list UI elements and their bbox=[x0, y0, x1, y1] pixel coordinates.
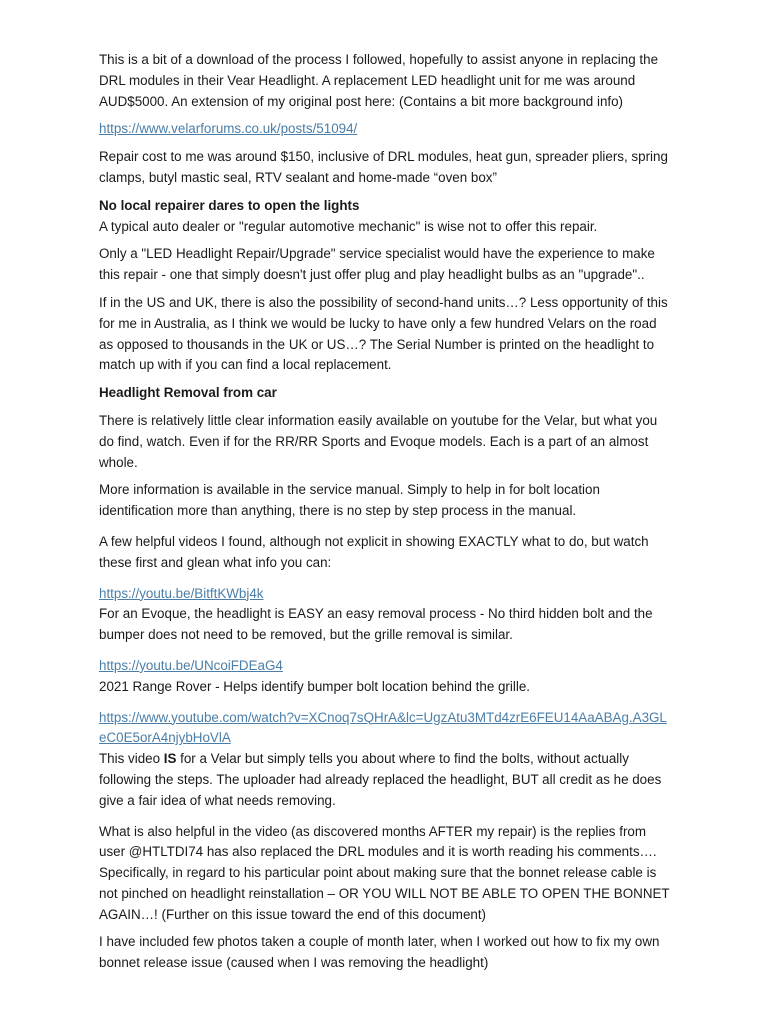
service-manual-paragraph: More information is available in the service manual. Simply to help in for bolt location identification more than anything, there is no step by step process in the manual. bbox=[99, 482, 600, 519]
video-link-line-1 bbox=[99, 584, 673, 605]
section-heading-no-local-repairer: No local repairer dares to open the lights bbox=[99, 197, 360, 213]
range-rover-video-link[interactable]: https://youtu.be/UNcoiFDEaG4 bbox=[99, 657, 283, 673]
document-body bbox=[99, 50, 673, 974]
youtube-info-paragraph: There is relatively little clear information easily available on youtube for the Velar, but what you do find, watch. Even if for the RR/RR Sports and Evoque models. Each is a part of an almost whole. bbox=[99, 412, 658, 470]
video-link-line-3 bbox=[99, 708, 673, 750]
repair-cost-paragraph: Repair cost to me was around $150, inclusive of DRL modules, heat gun, spreader pliers, spring clamps, butyl mastic seal, RTV sealant and home-made “oven box” bbox=[99, 149, 668, 185]
velar-video-emphasis: IS bbox=[163, 751, 177, 767]
photos-paragraph: I have included few photos taken a couple of month later, when I worked out how to fix my own bonnet release issue (caused when I was removing the headlight) bbox=[99, 934, 660, 971]
velar-forums-link[interactable]: https://www.velarforums.co.uk/posts/51094/ bbox=[99, 121, 358, 137]
forum-link-line bbox=[99, 119, 673, 140]
evoque-paragraph: For an Evoque, the headlight is EASY an easy removal process - No third hidden bolt and the bumper does not need to be removed, but the grille removal is similar. bbox=[99, 606, 653, 643]
intro-paragraph: This is a bit of a download of the process I followed, hopefully to assist anyone in replacing the DRL modules in their Vear Headlight. A replacement LED headlight unit for me was around AUD$5000. An extension of my original post here: (Contains a bit more background info) bbox=[99, 52, 659, 109]
velar-video-link[interactable]: https://www.youtube.com/watch?v=XCnoq7sQHrA&lc=UgzAtu3MTd4zrE6FEU14AaABAg.A3GLeC0E5orA4njybHoVlA bbox=[99, 709, 667, 746]
video-link-line-2 bbox=[99, 656, 673, 677]
evoque-video-link[interactable]: https://youtu.be/BitftKWbj4k bbox=[99, 585, 264, 601]
specialist-paragraph: Only a "LED Headlight Repair/Upgrade" service specialist would have the experience to make this repair - one that simply doesn't just offer plug and play headlight bulbs as an "upgrade".. bbox=[99, 246, 655, 283]
section-heading-headlight-removal: Headlight Removal from car bbox=[99, 385, 277, 401]
second-hand-paragraph: If in the US and UK, there is also the possibility of second-hand units…? Less opportunity of this for me in Australia, as I think we would be lucky to have only a few hundred Velars on the road as opposed to thousands in the UK or US…? The Serial Number is printed on the headlight to match up with if you can find a local replacement. bbox=[99, 294, 668, 373]
range-rover-paragraph: 2021 Range Rover - Helps identify bumper bolt location behind the grille. bbox=[99, 678, 530, 694]
helpful-videos-paragraph: A few helpful videos I found, although not explicit in showing EXACTLY what to do, but watch these first and glean what info you can: bbox=[99, 533, 649, 570]
auto-dealer-paragraph: A typical auto dealer or "regular automotive mechanic" is wise not to offer this repair. bbox=[99, 218, 598, 234]
velar-video-text-end: for a Velar but simply tells you about where to find the bolts, without actually following the steps. The uploader had already replaced the headlight, BUT all credit as he does give a fair idea of what needs removing. bbox=[99, 751, 662, 808]
velar-video-text-start: This video bbox=[99, 751, 164, 767]
velar-video-paragraph bbox=[99, 749, 673, 811]
bonnet-warning-paragraph: What is also helpful in the video (as discovered months AFTER my repair) is the replies from user @HTLTDI74 has also replaced the DRL modules and it is worth reading his comments…. Specifically, in regard to his particular point about making sure that the bonnet release cable is not pinched on headlight reinstallation – OR YOU WILL NOT BE ABLE TO OPEN THE BONNET AGAIN…! (Further on this issue toward the end of this document) bbox=[99, 823, 670, 922]
